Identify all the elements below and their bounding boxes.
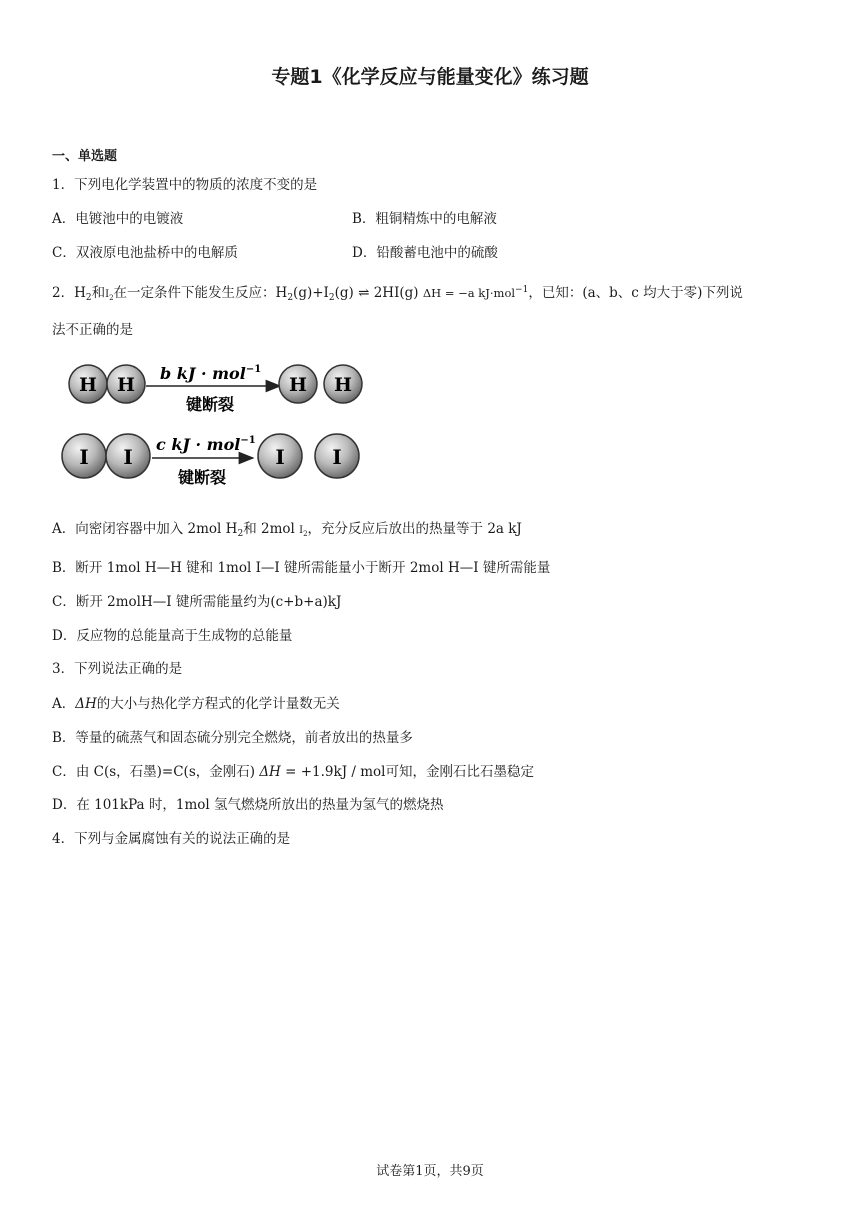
q2-lead: 2． (52, 285, 75, 301)
q2-stem-mid: 在一定条件下能发生反应： (113, 285, 276, 301)
q3-option-c: C．由 C(s，石墨)=C(s，金刚石) ΔH = +1.9kJ / mol可知，金刚石比石墨稳定 (52, 764, 534, 780)
q3-option-a: A．ΔH的大小与热化学方程式的化学计量数无关 (52, 696, 340, 712)
svg-text:H: H (289, 374, 307, 396)
bond-breaking-figure (60, 355, 370, 495)
h-atoms-separated (279, 365, 362, 403)
i-atoms-separated (258, 434, 359, 478)
h2-molecule (69, 365, 145, 403)
q3-option-d: D．在 101kPa 时，1mol 氢气燃烧所放出的热量为氢气的燃烧热 (52, 797, 444, 813)
page-footer: 试卷第1页，共9页 (376, 1164, 484, 1179)
svg-text:I: I (123, 445, 133, 469)
q2-option-a: A．向密闭容器中加入 2mol $H_2$和 2mol $I_2$，充分反应后放出的热量等于 2a kJ (52, 521, 522, 539)
question-3-stem: 3．下列说法正确的是 (52, 661, 183, 677)
question-2-stem-line2: 法不正确的是 (52, 322, 133, 338)
q2-option-b: B．断开 1mol H—H 键和 1mol I—I 键所需能量小于断开 2mol H—I 键所需能量 (52, 560, 551, 576)
q3-option-b: B．等量的硫蒸气和固态硫分别完全燃烧，前者放出的热量多 (52, 730, 413, 746)
q1-option-a: A．电镀池中的电镀液 (52, 211, 184, 227)
q2-i2: $I_2$ (105, 289, 114, 302)
q1-option-c: C．双液原电池盐桥中的电解质 (52, 245, 238, 261)
energy-label-b: b kJ · mol$^{-1}$ (160, 364, 262, 383)
svg-text:I: I (332, 445, 342, 469)
question-1-stem: 1．下列电化学装置中的物质的浓度不变的是 (52, 177, 318, 193)
question-4-stem: 4．下列与金属腐蚀有关的说法正确的是 (52, 831, 291, 847)
svg-text:H: H (117, 374, 135, 396)
bond-break-label-1: 键断裂 (185, 395, 235, 414)
page-title: 专题1《化学反应与能量变化》练习题 (271, 66, 589, 88)
q2-option-d: D．反应物的总能量高于生成物的总能量 (52, 628, 293, 644)
i2-molecule (62, 434, 150, 478)
question-2-stem (52, 281, 743, 303)
q2-h2: $H_2$ (74, 285, 92, 303)
q2-option-c: C．断开 2molH—I 键所需能量约为(c+b+a)kJ (52, 594, 342, 610)
bond-break-label-2: 键断裂 (177, 468, 227, 487)
energy-label-c: c kJ · mol$^{-1}$ (156, 435, 256, 454)
svg-text:H: H (79, 374, 97, 396)
q1-option-b: B．粗铜精炼中的电解液 (352, 211, 497, 227)
svg-text:H: H (334, 374, 352, 396)
svg-text:I: I (79, 445, 89, 469)
section-heading: 一、单选题 (52, 149, 118, 164)
svg-text:I: I (275, 445, 285, 469)
q1-option-d: D．铅酸蓄电池中的硫酸 (352, 245, 498, 261)
q2-equation: $H_2(g)+I_2(g)$ ⇌ 2HI(g) ΔH = −a kJ·mol$^{-1}$ (275, 285, 529, 303)
q2-stem-end: ，已知：(a、b、c 均大于零)下列说 (528, 285, 743, 301)
q2-and: 和 (91, 285, 106, 301)
